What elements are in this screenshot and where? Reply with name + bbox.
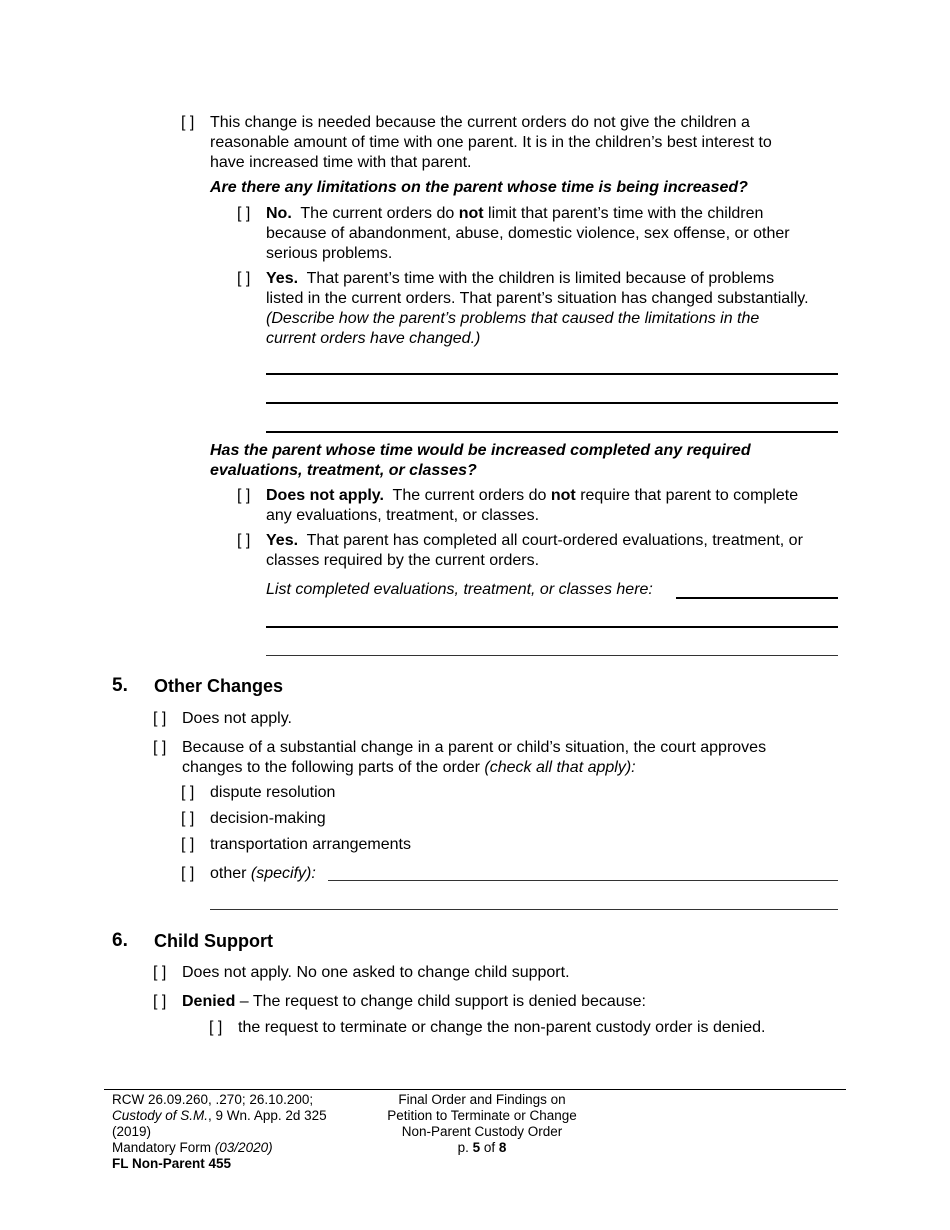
no-label: No. <box>266 205 292 222</box>
checkbox-transportation[interactable]: [ ] <box>181 836 195 853</box>
s5-because-line1: Because of a substantial change in a parent or child’s situation, the court approves <box>182 739 767 756</box>
no-text-bold: not <box>458 205 484 222</box>
describe-line-1[interactable] <box>266 373 838 375</box>
page-total: 8 <box>498 1140 507 1155</box>
checkbox-dispute-resolution[interactable]: [ ] <box>181 784 195 801</box>
limitations-yes-line4: current orders have changed.) <box>266 330 481 347</box>
s6-does-not-apply-text: Does not apply. No one asked to change child support. <box>182 964 570 981</box>
dna-text-a: The current orders do <box>392 487 547 504</box>
s5-because-line2-text: changes to the following parts of the order <box>182 759 480 776</box>
dna-text-bold: not <box>550 487 576 504</box>
other-text: other <box>210 865 247 882</box>
section5-title: Other Changes <box>154 676 284 696</box>
footer-center-line2: Petition to Terminate or Change <box>387 1108 577 1123</box>
limitations-yes-line1 <box>266 269 774 289</box>
evaluations-dna-line1 <box>266 486 798 506</box>
page-prefix: p. <box>457 1140 469 1155</box>
section6-title: Child Support <box>154 931 273 951</box>
eval-yes-label: Yes. <box>266 532 299 549</box>
describe-line-2[interactable] <box>266 402 838 404</box>
evaluations-question-line1: Has the parent whose time would be increased completed any required <box>210 442 751 459</box>
footer-date: (03/2020) <box>214 1140 273 1155</box>
limitations-no-line1 <box>266 204 763 224</box>
checkbox-limitations-yes[interactable]: [ ] <box>237 270 251 287</box>
limitations-yes-line3: (Describe how the parent’s problems that caused the limitations in the <box>266 310 760 327</box>
footer-left-line3: (2019) <box>112 1124 152 1139</box>
s5-because-line2 <box>182 758 636 778</box>
no-text-a: The current orders do <box>300 205 455 222</box>
checkbox-other[interactable]: [ ] <box>181 865 195 882</box>
page-current: 5 <box>472 1140 481 1155</box>
footer-left-line1: RCW 26.09.260, .270; 26.10.200; <box>112 1092 314 1107</box>
footer-case-name: Custody of S.M. <box>112 1108 209 1123</box>
list-line-2[interactable] <box>266 626 838 628</box>
no-text-b: limit that parent’s time with the children <box>488 205 764 222</box>
s6-reason-text: the request to terminate or change the non-parent custody order is denied. <box>238 1019 766 1036</box>
page-of: of <box>483 1140 496 1155</box>
transportation-label: transportation arrangements <box>210 836 411 853</box>
limitations-no-line3: serious problems. <box>266 245 393 262</box>
list-line-3[interactable] <box>266 655 838 656</box>
checkbox-s5-because[interactable]: [ ] <box>153 739 167 756</box>
footer-rule <box>104 1089 846 1090</box>
denied-text: – The request to change child support is denied because: <box>239 993 646 1010</box>
decision-making-label: decision-making <box>210 810 326 827</box>
checkbox-decision-making[interactable]: [ ] <box>181 810 195 827</box>
footer-mandatory: Mandatory Form <box>112 1140 212 1155</box>
checkbox-s6-reason[interactable]: [ ] <box>209 1019 223 1036</box>
other-label <box>210 864 316 884</box>
yes-text: That parent’s time with the children is limited because of problems <box>306 270 775 287</box>
s6-denied-line <box>182 992 646 1012</box>
section5-number: 5. <box>112 675 128 696</box>
evaluations-yes-line1 <box>266 531 803 551</box>
evaluations-yes-line2: classes required by the current orders. <box>266 552 540 569</box>
yes-label: Yes. <box>266 270 299 287</box>
limitations-no-line2: because of abandonment, abuse, domestic violence, sex offense, or other <box>266 225 790 242</box>
limitations-yes-line2: listed in the current orders. That parent’s situation has changed substantially. <box>266 290 809 307</box>
dna-label: Does not apply. <box>266 487 384 504</box>
denied-label: Denied <box>182 993 236 1010</box>
limitations-question: Are there any limitations on the parent whose time is being increased? <box>210 179 748 196</box>
footer-left-line4 <box>112 1140 273 1156</box>
checkbox-s6-denied[interactable]: [ ] <box>153 993 167 1010</box>
checkbox-evaluations-yes[interactable]: [ ] <box>237 532 251 549</box>
list-line-1[interactable] <box>676 597 838 599</box>
footer-center-line3: Non-Parent Custody Order <box>401 1124 563 1139</box>
footer-center-line1: Final Order and Findings on <box>398 1092 566 1107</box>
list-prompt: List completed evaluations, treatment, or classes here: <box>266 581 653 598</box>
dna-text-b: require that parent to complete <box>580 487 799 504</box>
eval-yes-text: That parent has completed all court-ordered evaluations, treatment, or <box>306 532 803 549</box>
footer-left-line2 <box>112 1108 327 1124</box>
s5-does-not-apply-text: Does not apply. <box>182 710 292 727</box>
change-needed-line3: have increased time with that parent. <box>210 154 472 171</box>
footer-case-cite: , 9 Wn. App. 2d 325 <box>208 1108 327 1123</box>
checkbox-evaluations-does-not-apply[interactable]: [ ] <box>237 487 251 504</box>
checkbox-change-needed[interactable]: [ ] <box>181 114 195 131</box>
footer-page-number <box>362 1140 602 1156</box>
checkbox-limitations-no[interactable]: [ ] <box>237 205 251 222</box>
other-line-2[interactable] <box>210 909 838 910</box>
change-needed-line1: This change is needed because the current orders do not give the children a <box>210 114 750 131</box>
evaluations-question-line2: evaluations, treatment, or classes? <box>210 462 477 479</box>
describe-line-3[interactable] <box>266 431 838 433</box>
s5-because-line2-italic: (check all that apply): <box>484 759 636 776</box>
other-line-1[interactable] <box>328 880 838 881</box>
section6-number: 6. <box>112 930 128 951</box>
checkbox-s5-does-not-apply[interactable]: [ ] <box>153 710 167 727</box>
checkbox-s6-does-not-apply[interactable]: [ ] <box>153 964 167 981</box>
other-specify: (specify): <box>250 865 316 882</box>
evaluations-dna-line2: any evaluations, treatment, or classes. <box>266 507 540 524</box>
footer-form-id: FL Non-Parent 455 <box>112 1156 232 1171</box>
change-needed-line2: reasonable amount of time with one parent. It is in the children’s best interest to <box>210 134 772 151</box>
dispute-resolution-label: dispute resolution <box>210 784 336 801</box>
